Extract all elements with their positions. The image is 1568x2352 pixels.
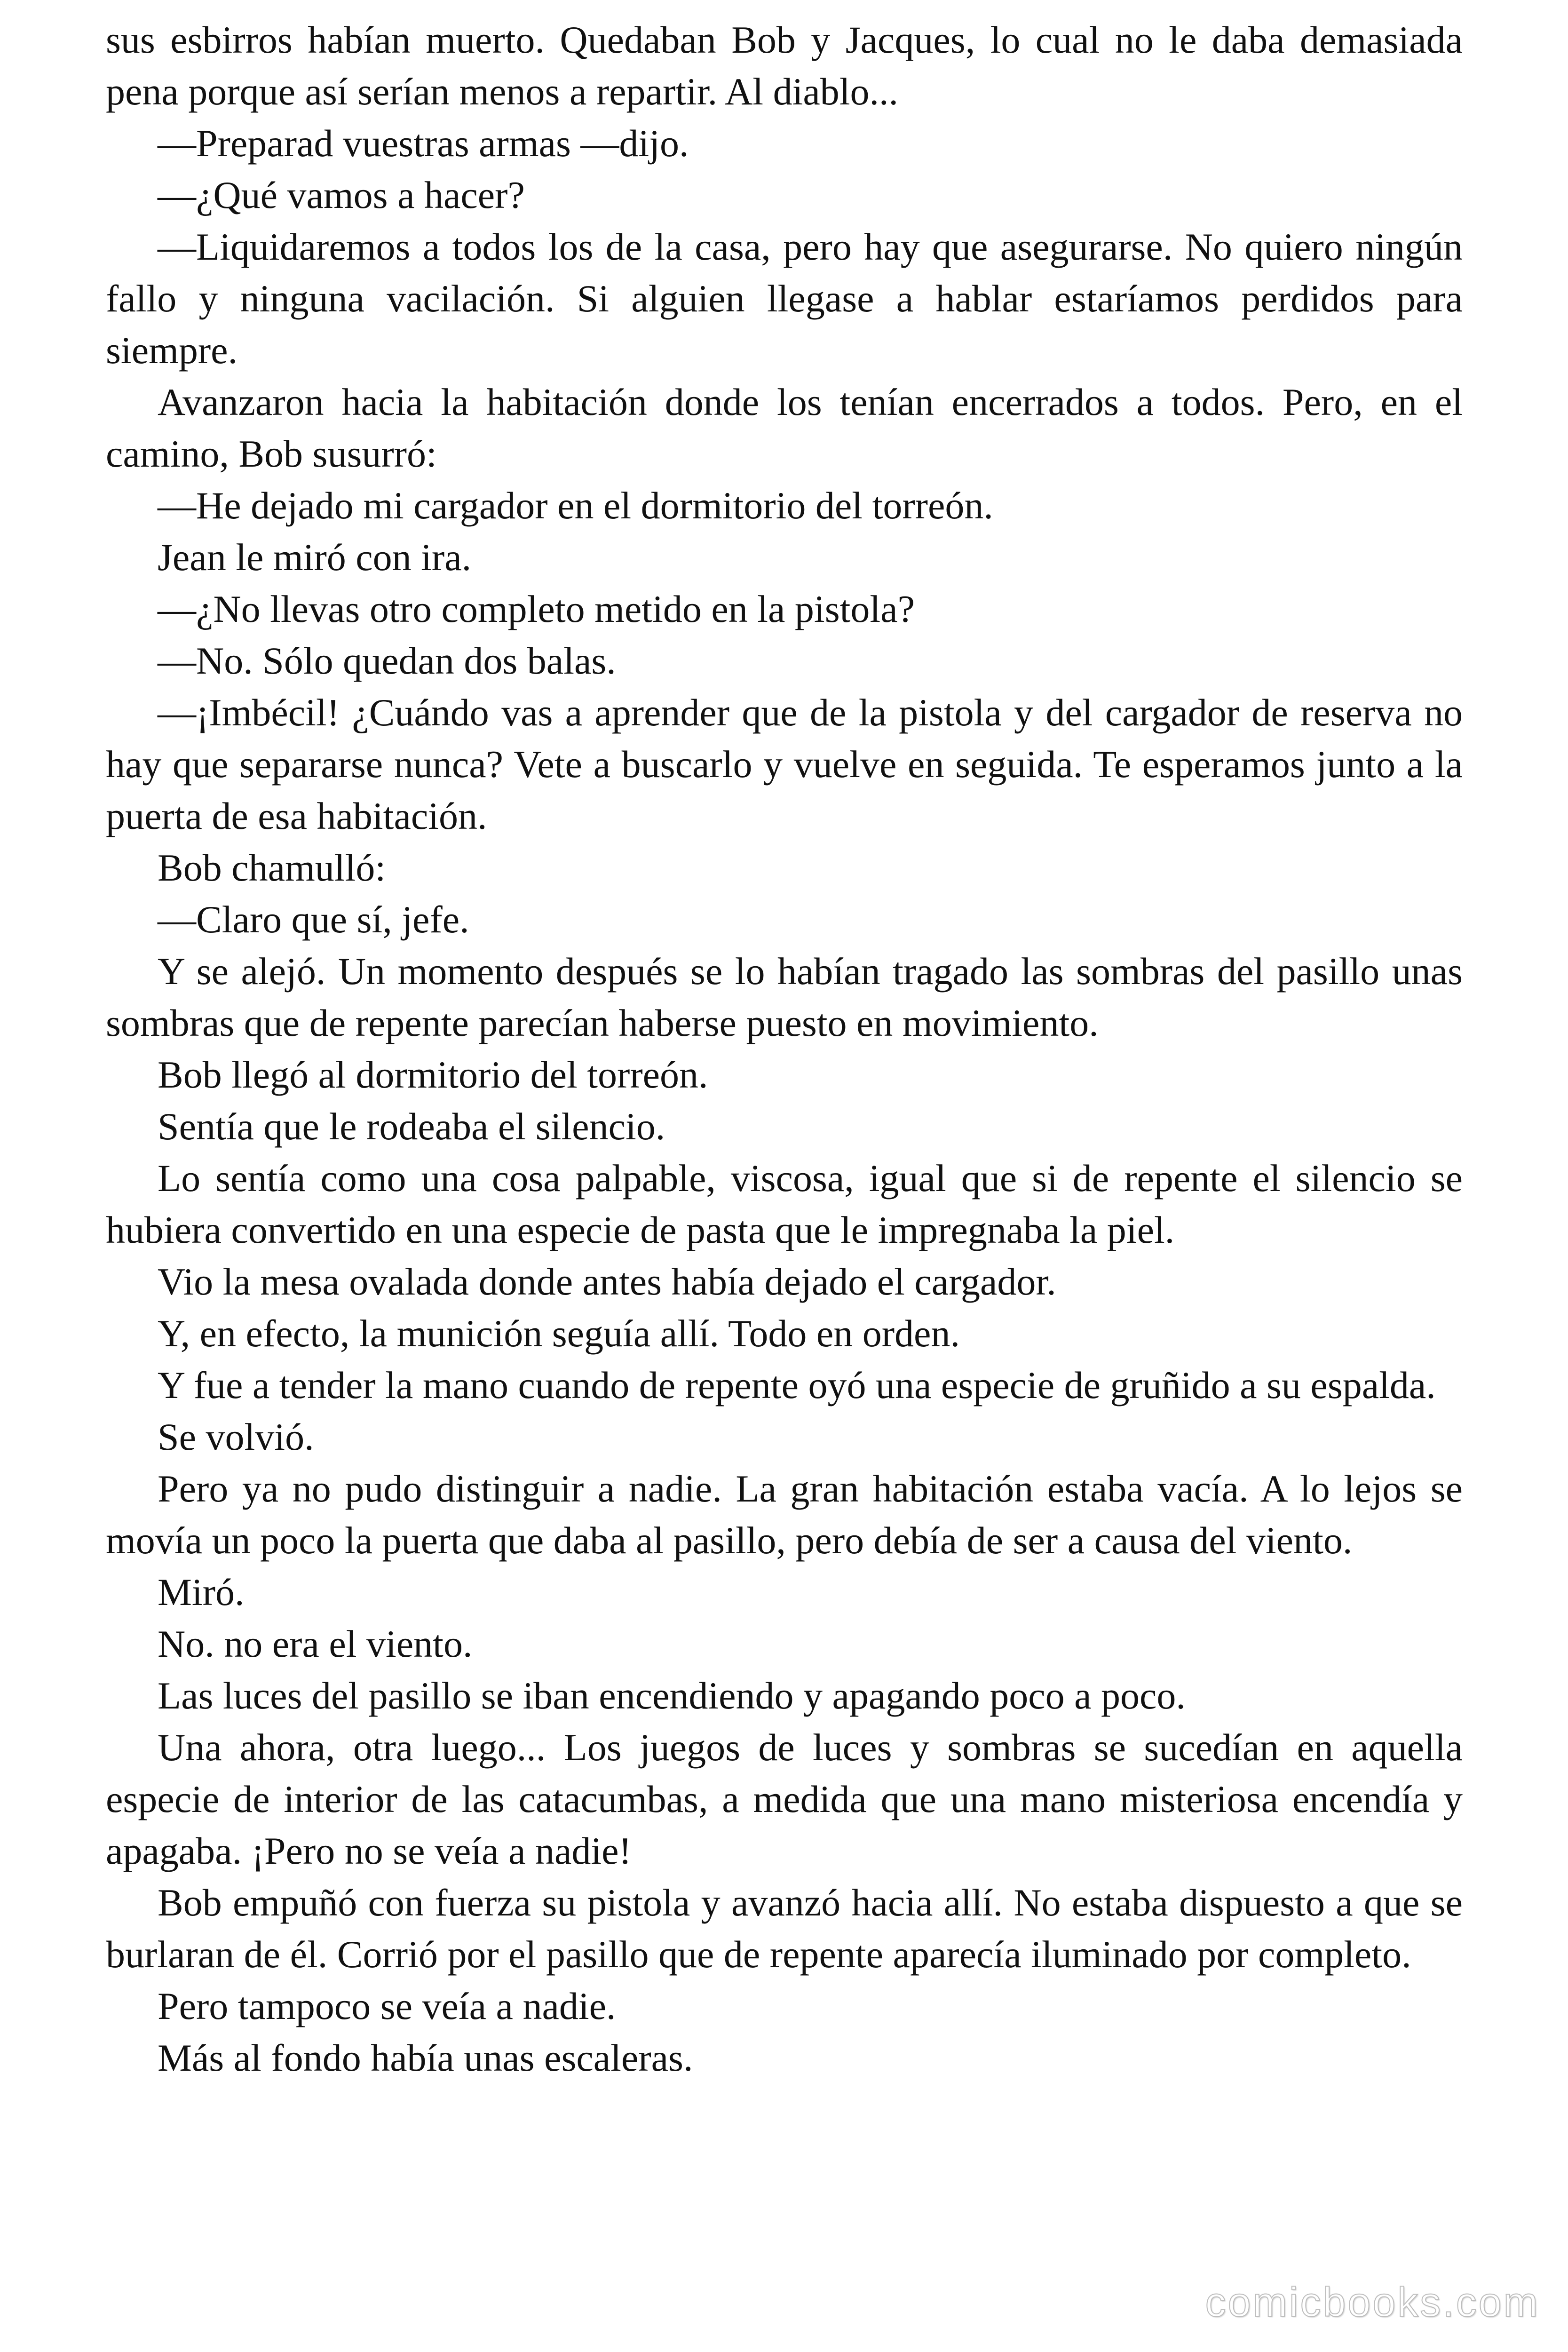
paragraph: Pero tampoco se veía a nadie. xyxy=(158,1985,616,2027)
paragraph: —¿No llevas otro completo metido en la pistola? xyxy=(158,588,915,630)
paragraph: —Claro que sí, jefe. xyxy=(158,898,469,941)
paragraph: —No. Sólo quedan dos balas. xyxy=(158,639,616,682)
body-text xyxy=(106,14,1463,2084)
paragraph: —Liquidaremos a todos los de la casa, pero hay que asegurarse. No quiero ningún fallo y ninguna vacilación. Si alguien llegase a hablar estaríamos perdidos para siempre. xyxy=(106,225,1463,372)
paragraph: —¡Imbécil! ¿Cuándo vas a aprender que de la pistola y del cargador de reserva no hay que separarse nunca? Vete a buscarlo y vuelve en seguida. Te esperamos junto a la puerta de esa habitación. xyxy=(106,691,1463,837)
paragraph: Las luces del pasillo se iban encendiendo y apagando poco a poco. xyxy=(158,1674,1186,1717)
paragraph: Miró. xyxy=(158,1571,245,1613)
paragraph: Y, en efecto, la munición seguía allí. Todo en orden. xyxy=(158,1312,960,1355)
paragraph: Avanzaron hacia la habitación donde los tenían encerrados a todos. Pero, en el camino, Bob susurró: xyxy=(106,381,1463,475)
paragraph: Se volvió. xyxy=(158,1415,314,1458)
paragraph: —He dejado mi cargador en el dormitorio del torreón. xyxy=(158,484,993,527)
paragraph: Bob empuñó con fuerza su pistola y avanzó hacia allí. No estaba dispuesto a que se burlaran de él. Corrió por el pasillo que de repente aparecía iluminado por completo. xyxy=(106,1881,1463,1976)
watermark-logo: comicbooks.com xyxy=(1205,2279,1540,2325)
paragraph: —Preparad vuestras armas —dijo. xyxy=(158,122,689,165)
paragraph: Pero ya no pudo distinguir a nadie. La gran habitación estaba vacía. A lo lejos se movía un poco la puerta que daba al pasillo, pero debía de ser a causa del viento. xyxy=(106,1467,1463,1562)
paragraph: Más al fondo había unas escaleras. xyxy=(158,2036,693,2079)
paragraph: Una ahora, otra luego... Los juegos de luces y sombras se sucedían en aquella especie de interior de las catacumbas, a medida que una mano misteriosa encendía y apagaba. ¡Pero no se veía a nadie! xyxy=(106,1726,1463,1872)
paragraph: Jean le miró con ira. xyxy=(158,536,472,579)
paragraph: Y se alejó. Un momento después se lo habían tragado las sombras del pasillo unas sombras que de repente parecían haberse puesto en movimiento. xyxy=(106,950,1463,1044)
paragraph: Sentía que le rodeaba el silencio. xyxy=(158,1105,665,1148)
paragraph: No. no era el viento. xyxy=(158,1622,473,1665)
paragraph: Bob chamulló: xyxy=(158,846,386,889)
paragraph: —¿Qué vamos a hacer? xyxy=(158,174,525,216)
paragraph: Bob llegó al dormitorio del torreón. xyxy=(158,1053,708,1096)
paragraph: Lo sentía como una cosa palpable, viscosa, igual que si de repente el silencio se hubiera convertido en una especie de pasta que le impregnaba la piel. xyxy=(106,1157,1463,1251)
paragraph: Y fue a tender la mano cuando de repente oyó una especie de gruñido a su espalda. xyxy=(158,1364,1436,1406)
paragraph: Vio la mesa ovalada donde antes había dejado el cargador. xyxy=(158,1260,1056,1303)
paragraph: sus esbirros habían muerto. Quedaban Bob y Jacques, lo cual no le daba demasiada pena porque así serían menos a repartir. Al diablo... xyxy=(106,18,1463,113)
